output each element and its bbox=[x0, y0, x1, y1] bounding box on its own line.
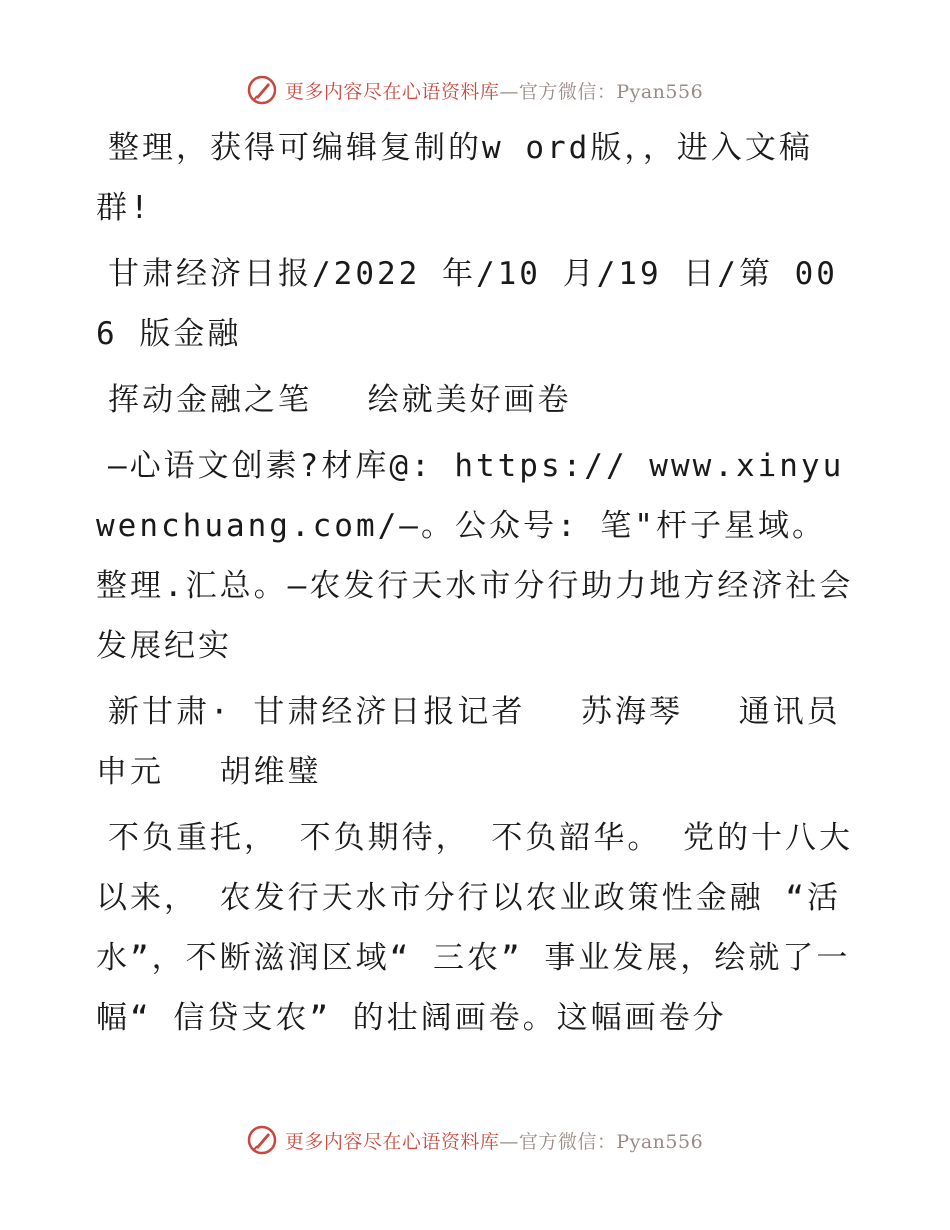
watermark-text: 更多内容尽在心语资料库—官方微信：Pyan556 bbox=[284, 80, 704, 103]
document-body bbox=[96, 118, 875, 1054]
paragraph-source: 甘肃经济日报/2022 年/10 月/19 日/第 006 版金融 bbox=[96, 256, 838, 352]
quill-logo-icon bbox=[247, 1125, 277, 1155]
watermark-text: 更多内容尽在心语资料库—官方微信：Pyan556 bbox=[284, 1130, 704, 1153]
paragraph-notice: 整理，获得可编辑复制的w ord版，，进入文稿群! bbox=[96, 130, 813, 226]
header-watermark bbox=[0, 70, 950, 110]
quill-logo-icon bbox=[247, 75, 277, 105]
article-title: 挥动金融之笔 绘就美好画卷 bbox=[108, 382, 572, 418]
footer-watermark bbox=[0, 1120, 950, 1160]
article-body-paragraph: 不负重托， 不负期待， 不负韶华。 党的十八大以来， 农发行天水市分行以农业政策性金融 “活水”，不断滋润区域“ 三农” 事业发展，绘就了一幅“ 信贷支农” 的壮阔画卷。这幅画卷分 bbox=[96, 820, 853, 1036]
article-subtitle: —心语文创素?材库@: https:// www.xinyuwenchuang.com/—。公众号: 笔"杆子星域。整理.汇总。—农发行天水市分行助力地方经济社会发展纪实 bbox=[96, 448, 854, 664]
article-byline: 新甘肃· 甘肃经济日报记者 苏海琴 通讯员 申元 胡维璧 bbox=[96, 694, 875, 790]
